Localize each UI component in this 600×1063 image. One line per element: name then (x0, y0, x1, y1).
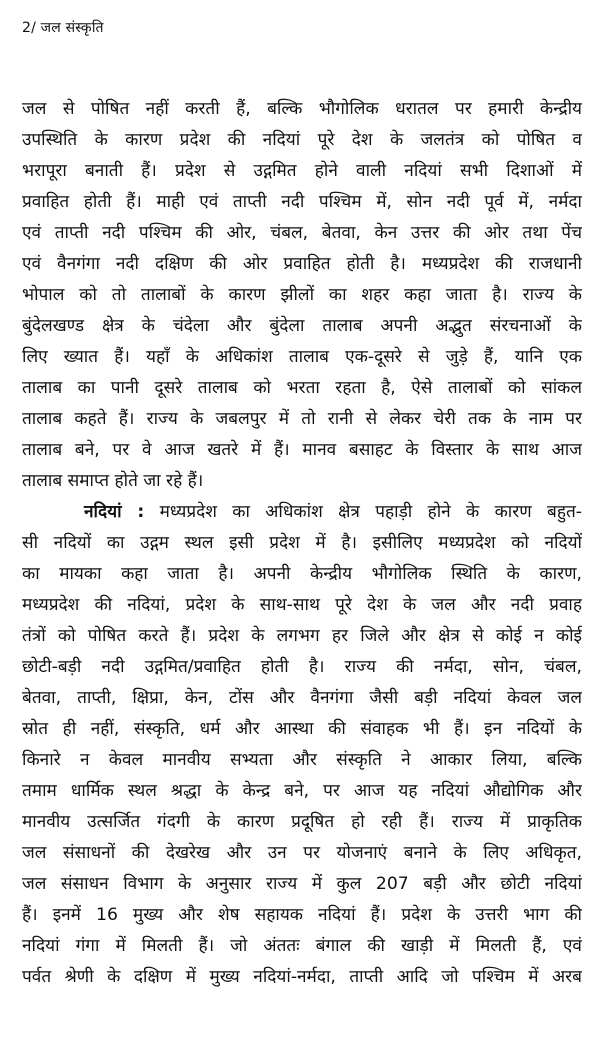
text-line: तालाब समाप्त होते जा रहे हैं। (22, 471, 204, 491)
paragraph-rivers (22, 497, 582, 993)
text-line: जल से पोषित नहीं करती हैं, बल्कि भौगोलिक धरातल पर हमारी केन्द्रीय (22, 99, 582, 119)
text-line: छोटी-बड़ी नदी उद्गमित/प्रवाहित होती है। राज्य की नर्मदा, सोन, चंबल, (22, 657, 582, 677)
text-line: तालाब का पानी दूसरे तालाब को भरता रहता है, ऐसे तालाबों को सांकल (22, 378, 582, 398)
text-line: मानवीय उत्सर्जित गंदगी के कारण प्रदूषित हो रही हैं। राज्य में प्राकृतिक (22, 812, 582, 832)
text-line: तमाम धार्मिक स्थल श्रद्धा के केन्द्र बने, पर आज यह नदियां औद्योगिक और (22, 781, 582, 801)
text-line: एवं ताप्ती नदी पश्चिम की ओर, चंबल, बेतवा, केन उत्तर की ओर तथा पेंच (22, 223, 582, 243)
text-line: का मायका कहा जाता है। अपनी केन्द्रीय भौगोलिक स्थिति के कारण, (22, 564, 582, 584)
text-line-rest: मध्यप्रदेश का अधिकांश क्षेत्र पहाड़ी होने के कारण बहुत- (144, 502, 582, 522)
text-line: एवं वैनगंगा नदी दक्षिण की ओर प्रवाहित होती है। मध्यप्रदेश की राजधानी (22, 254, 582, 274)
text-line: प्रवाहित होती हैं। माही एवं ताप्ती नदी पश्चिम में, सोन नदी पूर्व में, नर्मदा (22, 192, 582, 212)
text-line: लिए ख्यात हैं। यहाँ के अधिकांश तालाब एक-दूसरे से जुड़े हैं, यानि एक (22, 347, 582, 367)
text-line: बेतवा, ताप्ती, क्षिप्रा, केन, टोंस और वैनगंगा जैसी बड़ी नदियां केवल जल (22, 688, 582, 708)
text-line: तालाब बने, पर वे आज खतरे में हैं। मानव बसाहट के विस्तार के साथ आज (22, 440, 582, 460)
text-line: पर्वत श्रेणी के दक्षिण में मुख्य नदियां-नर्मदा, ताप्ती आदि जो पश्चिम में अरब (22, 967, 582, 987)
section-heading-rivers: नदियां : (84, 502, 145, 522)
text-line: उपस्थिति के कारण प्रदेश की नदियां पूरे देश के जलतंत्र को पोषित व (22, 130, 582, 150)
text-line: जल संसाधन विभाग के अनुसार राज्य में कुल 207 बड़ी और छोटी नदियां (22, 874, 582, 894)
text-line-first (22, 497, 582, 528)
text-line: भरापूरा बनाती हैं। प्रदेश से उद्गमित होने वाली नदियां सभी दिशाओं में (22, 161, 582, 181)
text-line: नदियां गंगा में मिलती हैं। जो अंततः बंगाल की खाड़ी में मिलती हैं, एवं (22, 936, 582, 956)
text-line: भोपाल को तो तालाबों के कारण झीलों का शहर कहा जाता है। राज्य के (22, 285, 582, 305)
text-line: तालाब कहते हैं। राज्य के जबलपुर में तो रानी से लेकर चेरी तक के नाम पर (22, 409, 582, 429)
text-line: किनारे न केवल मानवीय सभ्यता और संस्कृति ने आकार लिया, बल्कि (22, 750, 582, 770)
text-line: स्रोत ही नहीं, संस्कृति, धर्म और आस्था की संवाहक भी हैं। इन नदियों के (22, 719, 582, 739)
text-line: सी नदियों का उद्गम स्थल इसी प्रदेश में है। इसीलिए मध्यप्रदेश को नदियों (22, 533, 582, 553)
text-line: जल संसाधनों की देखरेख और उन पर योजनाएं बनाने के लिए अधिकृत, (22, 843, 582, 863)
body-text (22, 94, 582, 993)
text-line: तंत्रों को पोषित करते हैं। प्रदेश के लगभग हर जिले और क्षेत्र से कोई न कोई (22, 626, 582, 646)
text-line: हैं। इनमें 16 मुख्य और शेष सहायक नदियां हैं। प्रदेश के उत्तरी भाग की (22, 905, 582, 925)
paragraph-wells-and-tanks (22, 94, 582, 497)
text-line: मध्यप्रदेश की नदियां, प्रदेश के साथ-साथ पूरे देश के जल और नदी प्रवाह (22, 595, 582, 615)
running-head: 2/ जल संस्कृति (22, 20, 104, 36)
text-line: बुंदेलखण्ड क्षेत्र के चंदेला और बुंदेला तालाब अपनी अद्भुत संरचनाओं के (22, 316, 582, 336)
